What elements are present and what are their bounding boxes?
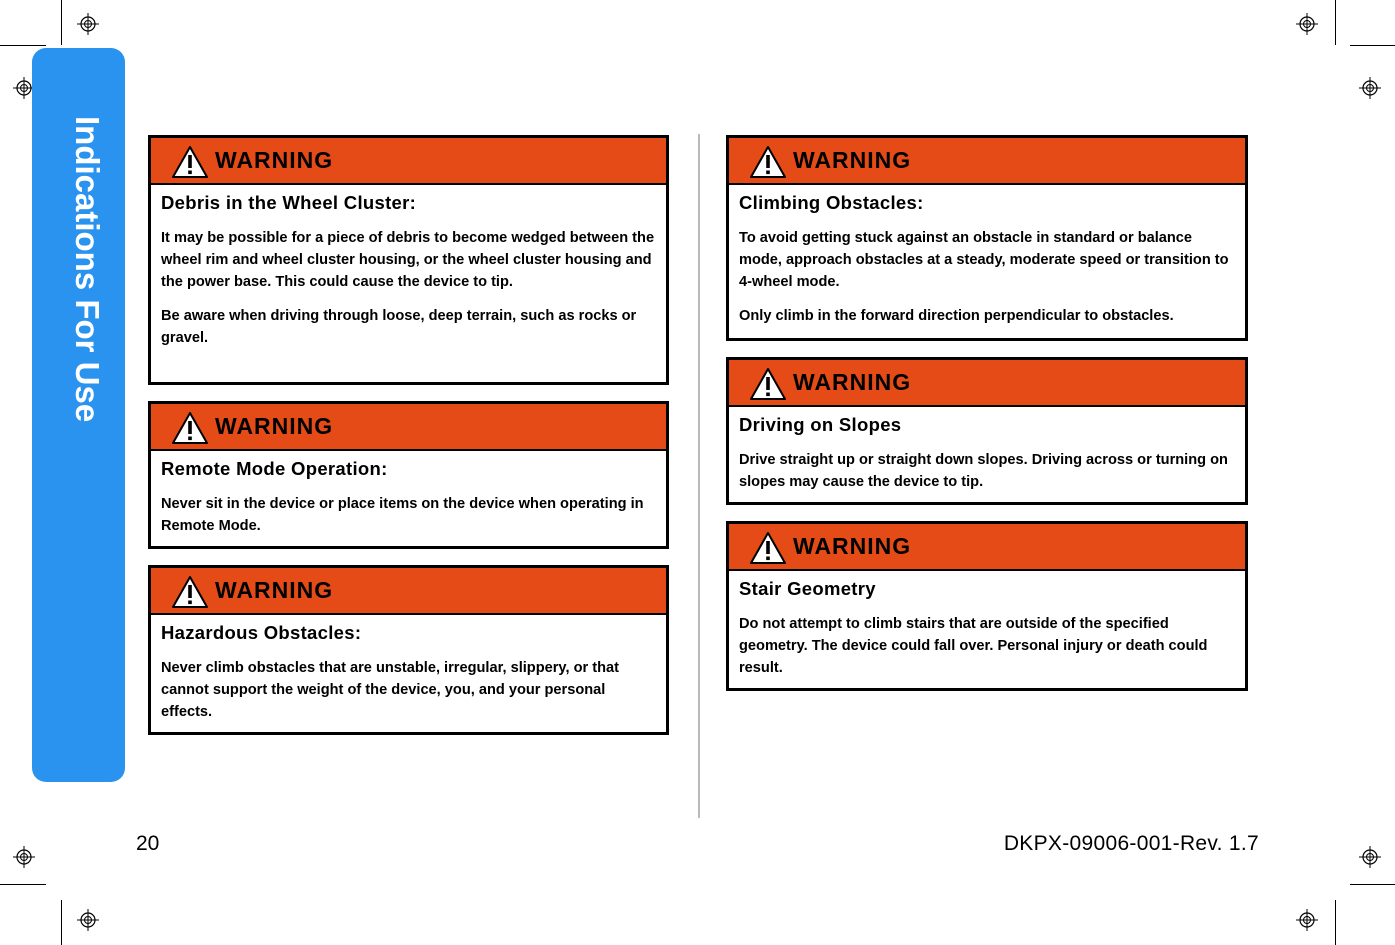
warning-signal-word: WARNING [793, 147, 912, 173]
registration-mark-icon [1296, 13, 1318, 35]
section-side-tab-label: Indications For Use [69, 116, 106, 423]
registration-mark-icon [77, 13, 99, 35]
warning-box-driving-on-slopes [726, 357, 1248, 505]
warning-title: Stair Geometry [739, 578, 876, 599]
page-number: 20 [136, 832, 160, 855]
warning-title: Remote Mode Operation: [161, 458, 388, 479]
registration-mark-icon [1296, 909, 1318, 931]
warning-paragraph: Be aware when driving through loose, deep terrain, such as rocks or gravel. [161, 308, 637, 346]
warning-signal-word: WARNING [215, 147, 334, 173]
warning-body [729, 407, 1245, 501]
warning-triangle-icon [171, 145, 209, 179]
crop-mark [0, 884, 46, 885]
warning-body [151, 615, 666, 731]
crop-mark [61, 0, 62, 45]
warning-paragraph: Do not attempt to climb stairs that are outside of the specified geometry. The device could fall over. Personal injury or death could result. [739, 616, 1208, 676]
crop-mark [1335, 0, 1336, 45]
warning-box-hazardous-obstacles [148, 565, 669, 735]
registration-mark-icon [1359, 846, 1381, 868]
warning-triangle-icon [171, 411, 209, 445]
column-divider [698, 134, 700, 818]
warning-signal-word: WARNING [793, 369, 912, 395]
warning-header [151, 138, 666, 185]
warning-body [729, 185, 1245, 335]
warning-box-climbing-obstacles [726, 135, 1248, 341]
warning-paragraph: Never climb obstacles that are unstable, irregular, slippery, or that cannot support the weight of the device, you, and your personal effects. [161, 660, 619, 720]
warning-title: Driving on Slopes [739, 414, 902, 435]
warning-box-stair-geometry [726, 521, 1248, 691]
warning-body [151, 185, 666, 357]
registration-mark-icon [1359, 77, 1381, 99]
warning-paragraph: Only climb in the forward direction perpendicular to obstacles. [739, 308, 1174, 324]
warning-paragraph: It may be possible for a piece of debris to become wedged between the wheel rim and wheel cluster housing, or the wheel cluster housing and the power base. This could cause the device to tip. [161, 230, 655, 290]
warning-paragraph: Never sit in the device or place items on the device when operating in Remote Mode. [161, 496, 644, 534]
warning-triangle-icon [749, 531, 787, 565]
warning-triangle-icon [749, 367, 787, 401]
warning-title: Debris in the Wheel Cluster: [161, 192, 417, 213]
warning-signal-word: WARNING [215, 577, 334, 603]
warning-title: Climbing Obstacles: [739, 192, 924, 213]
crop-mark [1350, 45, 1395, 46]
warning-header [729, 360, 1245, 407]
warning-signal-word: WARNING [793, 533, 912, 559]
warning-paragraph: To avoid getting stuck against an obstacle in standard or balance mode, approach obstacles at a steady, moderate speed or transition to 4-wheel mode. [739, 230, 1229, 290]
warning-paragraph: Drive straight up or straight down slopes. Driving across or turning on slopes may cause the device to tip. [739, 452, 1228, 490]
warning-box-debris [148, 135, 669, 385]
warning-title: Hazardous Obstacles: [161, 622, 362, 643]
registration-mark-icon [13, 846, 35, 868]
warning-triangle-icon [171, 575, 209, 609]
warning-header [151, 404, 666, 451]
warning-box-remote-mode [148, 401, 669, 549]
warning-body [729, 571, 1245, 687]
warning-body [151, 451, 666, 545]
crop-mark [1335, 900, 1336, 945]
crop-mark [0, 45, 46, 46]
warning-signal-word: WARNING [215, 413, 334, 439]
crop-mark [1350, 884, 1395, 885]
crop-mark [61, 900, 62, 945]
warning-header [729, 138, 1245, 185]
document-id: DKPX-09006-001-Rev. 1.7 [1003, 832, 1259, 855]
warning-triangle-icon [749, 145, 787, 179]
registration-mark-icon [77, 909, 99, 931]
warning-header [151, 568, 666, 615]
warning-header [729, 524, 1245, 571]
